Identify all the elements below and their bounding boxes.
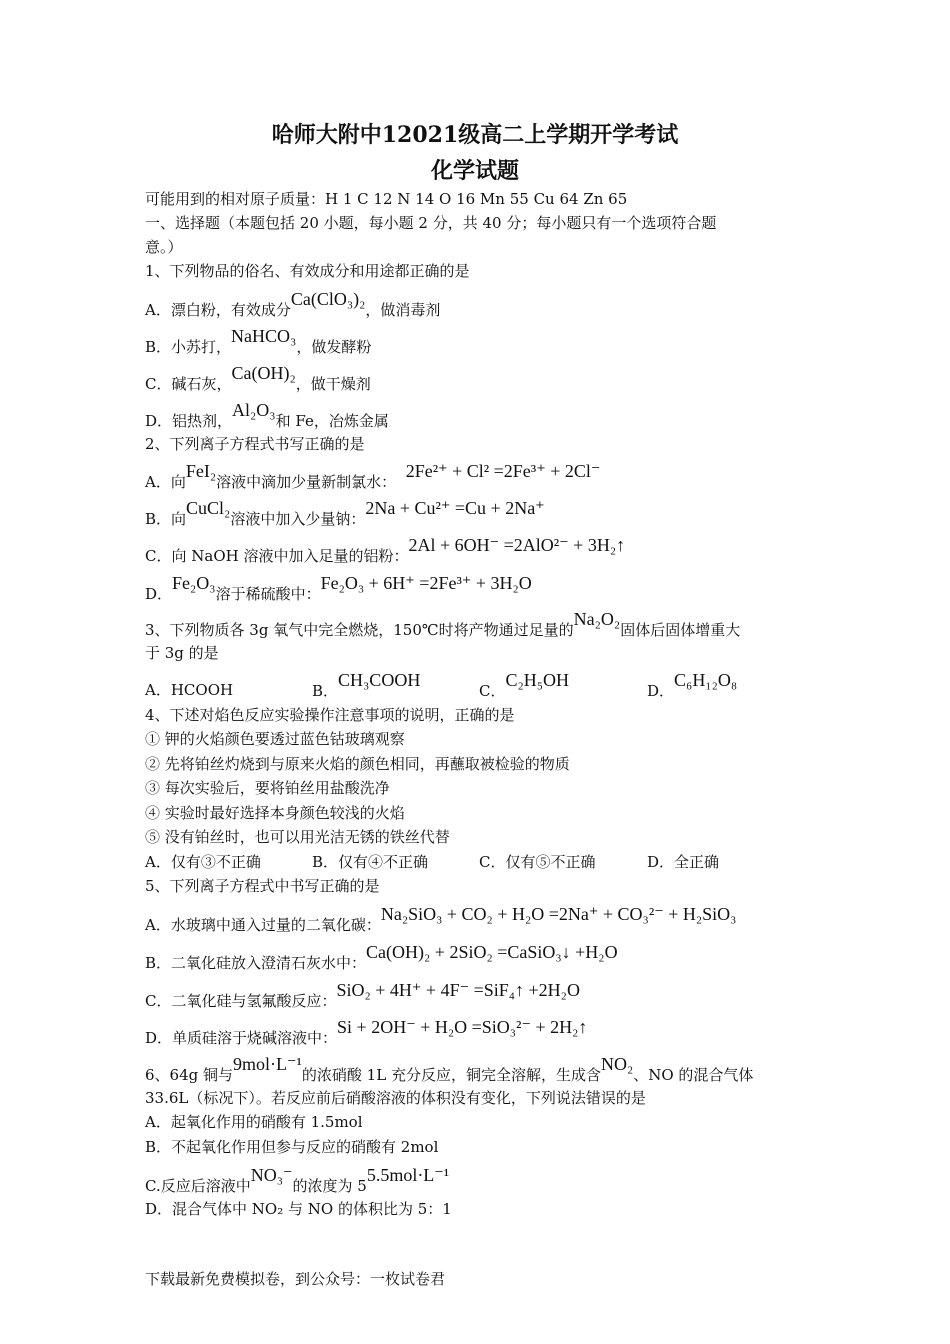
option-text: A．向 <box>145 473 186 491</box>
q2-option-d <box>145 573 532 605</box>
stem-text: 3、下列物质各 3g 氧气中完全燃烧，150℃时将产物通过足量的 <box>145 621 574 639</box>
option-text: D．单质硅溶于烧碱溶液中： <box>145 1029 338 1047</box>
formula: CH₃COOH <box>338 670 421 690</box>
section-heading: 一、选择题（本题包括 20 小题，每小题 2 分，共 40 分；每小题只有一个选项符合题 <box>145 214 717 232</box>
q6-option-b: B．不起氧化作用但参与反应的硝酸有 2mol <box>145 1138 439 1156</box>
q2-stem: 2、下列离子方程式书写正确的是 <box>145 435 365 453</box>
q6-option-c <box>145 1165 450 1197</box>
q1-option-b <box>145 326 372 358</box>
option-text: C．碱石灰， <box>145 375 232 393</box>
q3-stem <box>145 609 741 641</box>
option-text: D．铝热剂， <box>145 412 233 430</box>
formula: Na₂O₂ <box>573 609 621 629</box>
q6-stem-cont: 33.6L（标况下）。若反应前后硝酸溶液的体积没有变化，下列说法错误的是 <box>145 1089 646 1107</box>
q4-item-4: ④ 实验时最好选择本身颜色较浅的火焰 <box>145 804 405 822</box>
option-text: ，做消毒剂 <box>365 301 441 319</box>
equation: Fe₂O₃ + 6H⁺ =2Fe³⁺ + 3H₂O <box>320 573 532 593</box>
q5-option-b <box>145 942 618 974</box>
q4-option-a: A．仅有③不正确 <box>145 853 261 871</box>
option-text: C．二氧化硅与氢氟酸反应： <box>145 992 337 1010</box>
q3-option-d <box>647 670 738 702</box>
q4-item-1: ① 钾的火焰颜色要透过蓝色钴玻璃观察 <box>145 730 405 748</box>
formula: Al₂O₃ <box>232 400 276 420</box>
q5-option-c <box>145 980 580 1012</box>
option-text: 溶于稀硫酸中： <box>215 585 321 603</box>
stem-text: 的浓硝酸 1L 充分反应，铜完全溶解，生成含 <box>301 1066 601 1084</box>
option-text: 和 Fe，冶炼金属 <box>275 412 389 430</box>
q3-option-b <box>312 670 421 702</box>
formula: Fe₂O₃ <box>172 573 216 593</box>
option-text: C．向 NaOH 溶液中加入足量的铝粉： <box>145 547 409 565</box>
q3-stem-cont: 于 3g 的是 <box>145 644 219 662</box>
option-text: C． <box>479 682 506 700</box>
atomic-mass-line: 可能用到的相对原子质量：H 1 C 12 N 14 O 16 Mn 55 Cu 64 Zn 65 <box>145 190 628 208</box>
formula: Ca(OH)₂ <box>231 363 296 383</box>
option-text: 溶液中加入少量钠： <box>230 510 366 528</box>
option-text: D． <box>145 585 173 603</box>
option-text: ，做干燥剂 <box>295 375 371 393</box>
q6-option-d: D．混合气体中 NO₂ 与 NO 的体积比为 5：1 <box>145 1200 452 1218</box>
equation: Ca(OH)₂ + 2SiO₂ =CaSiO₃↓ +H₂O <box>366 942 618 962</box>
formula: Ca(ClO₃)₂ <box>290 289 366 309</box>
equation: 2Na + Cu²⁺ =Cu + 2Na⁺ <box>365 498 545 518</box>
q5-option-d <box>145 1017 588 1049</box>
q4-option-d: D．全正确 <box>647 853 720 871</box>
q4-option-c: C．仅有⑤不正确 <box>479 853 596 871</box>
option-text: ，做发酵粉 <box>296 338 372 356</box>
q1-option-a <box>145 289 441 321</box>
q4-item-2: ② 先将铂丝灼烧到与原来火焰的颜色相同，再蘸取被检验的物质 <box>145 755 570 773</box>
option-text: B． <box>312 682 339 700</box>
q3-option-a: A．HCOOH <box>145 681 234 699</box>
option-text: B．向 <box>145 510 187 528</box>
q1-stem: 1、下列物品的俗名、有效成分和用途都正确的是 <box>145 262 470 280</box>
q2-option-b <box>145 498 545 530</box>
stem-text: 、NO 的混合气体 <box>633 1066 754 1084</box>
formula: C₆H₁₂O₈ <box>674 670 738 690</box>
formula: C₂H₅OH <box>505 670 570 690</box>
option-text: 溶液中滴加少量新制氯水： <box>216 473 397 491</box>
q2-option-a <box>145 461 601 493</box>
option-text: A．漂白粉，有效成分 <box>145 301 291 319</box>
formula: NaHCO₃ <box>231 326 297 346</box>
q1-option-c <box>145 363 371 395</box>
stem-text: 6、64g 铜与 <box>145 1066 234 1084</box>
q4-option-b: B．仅有④不正确 <box>312 853 429 871</box>
equation: 2Fe²⁺ + Cl² =2Fe³⁺ + 2Cl⁻ <box>405 461 601 481</box>
equation: Si + 2OH⁻ + H₂O =SiO₃²⁻ + 2H₂↑ <box>337 1017 588 1037</box>
formula: 5.5mol·L⁻¹ <box>366 1165 450 1185</box>
option-text: 的浓度为 5 <box>292 1177 367 1195</box>
formula: NO₂ <box>600 1054 634 1074</box>
equation: 2Al + 6OH⁻ =2AlO²⁻ + 3H₂↑ <box>408 535 626 555</box>
q6-stem <box>145 1054 754 1086</box>
footer-note: 下载最新免费模拟卷，到公众号：一枚试卷君 <box>145 1270 446 1288</box>
option-text: D． <box>647 682 675 700</box>
exam-subtitle: 化学试题 <box>430 158 519 184</box>
q1-option-d <box>145 400 389 432</box>
formula: 9mol·L⁻¹ <box>233 1054 302 1074</box>
exam-title: 哈师大附中12021级高二上学期开学考试 <box>271 122 679 148</box>
q4-item-5: ⑤ 没有铂丝时，也可以用光洁无锈的铁丝代替 <box>145 828 450 846</box>
q5-stem: 5、下列离子方程式中书写正确的是 <box>145 877 380 895</box>
q3-option-c <box>479 670 570 702</box>
stem-text: 固体后固体增重大 <box>620 621 741 639</box>
section-heading-cont: 意。） <box>145 238 183 256</box>
formula: FeI₂ <box>185 461 217 481</box>
q5-option-a <box>145 904 737 936</box>
option-text: B．二氧化硅放入澄清石灰水中： <box>145 954 367 972</box>
q6-option-a: A．起氧化作用的硝酸有 1.5mol <box>145 1113 363 1131</box>
formula: CuCl₂ <box>186 498 231 518</box>
option-text: B．小苏打， <box>145 338 232 356</box>
q4-item-3: ③ 每次实验后，要将铂丝用盐酸洗净 <box>145 779 390 797</box>
option-text: C.反应后溶液中 <box>145 1177 251 1195</box>
equation: SiO₂ + 4H⁺ + 4F⁻ =SiF₄↑ +2H₂O <box>336 980 580 1000</box>
q2-option-c <box>145 535 626 567</box>
q4-stem: 4、下述对焰色反应实验操作注意事项的说明，正确的是 <box>145 706 515 724</box>
equation: Na₂SiO₃ + CO₂ + H₂O =2Na⁺ + CO₃²⁻ + H₂SiO₃ <box>380 904 737 924</box>
formula: NO₃⁻ <box>250 1165 293 1185</box>
option-text: A．水玻璃中通入过量的二氧化碳： <box>145 916 381 934</box>
